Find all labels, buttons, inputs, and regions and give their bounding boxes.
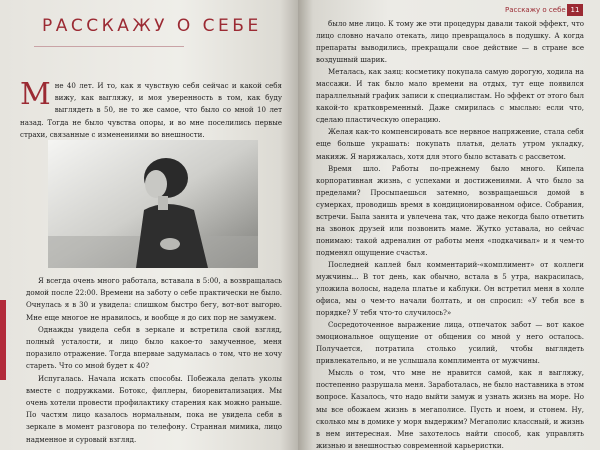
paragraph: Однажды увидела себя в зеркале и встретила свой взгляд, полный усталости, и лицо было какое-то замученное, меня поразило отражение. Тогда впервые задумалась о том, что не хочу стареть. Что со мной будет к 40? xyxy=(26,324,282,371)
intro-text: не 40 лет. И то, как я чувствую себя сейчас и какой себя вижу, как выгляжу, и моя уверенность в том, как буду выглядеть в 50, не то же самое, что было со мной 10 лет назад. Тогда не было чувства опоры, и во мне поселились первые страхи, связанные с изменениями во внешности. xyxy=(20,81,282,139)
paragraph: Испугалась. Начала искать способы. Побежала делать уколы вместе с подружками. Ботокс, филлеры, биоревитализация. Мы очень хотели провести профилактику старения как можно раньше. По частям лицо казалось нормальным, пока не увидела себя в зеркале в момент разговора по телефону. Странная мимика, лицо надменное и суровый взгляд. xyxy=(26,373,282,444)
paragraph: Время шло. Работы по-прежнему было много. Кипела корпоративная жизнь, с успехами и достижениями. А что было за пределами? Просыпаешься затемно, возвращаешься домой в сумерках, проводишь время в кондиционированном офисе. Собрания, встречи. Была занята и увлечена так, что даже некогда было ответить на звонок друзей или позвонить маме. Жутко уставала, но сейчас понимаю: такой адреналин от работы меня «подкачивал» и я чем-то подменял ощущение счастья. xyxy=(316,163,584,257)
paragraph: было мне лицо. К тому же эти процедуры давали такой эффект, что лицо словно начало отекать, лицо превращалось в подушку. А когда препараты выводились, прекращали свое действие — в стране все воздушный шарик. xyxy=(316,19,584,65)
paragraph: Мысль о том, что мне не нравится самой, как я выгляжу, постепенно разрушала меня. Заработалась, не было наставника в этом вопросе. Казалось, что надо выйти замуж и узнать жизнь на море. Но мы все обожаем жизнь в мегаполисе. Пусть и ноем, и стонем. Ну, сколько мы в домике у моря выдержим? Мегаполис классный, и жизнь в нем интересная. Мне захотелось найти способ, как управлять жизнью и внешностью современной карьеристки. xyxy=(316,368,585,450)
paragraph: Сосредоточенное выражение лица, отпечаток забот — вот какое эмоциональное ощущение от общения со мной у него осталось. Получается, потратила столько усилий, чтобы выглядеть привлекательно, и не услышала комплимента от мужчины. xyxy=(316,320,584,366)
paragraph: Последней каплей был комментарий-«комплимент» от коллеги мужчины... В тот день, как обычно, встала в 5 утра, накрасилась, уложила волосы, надела платье и каблуки. Он встретил меня в холле офиса, мы о чем-то начали болтать, и он спросил: «У тебя все в порядке? У тебя что-то случилось?» xyxy=(316,259,584,318)
chapter-title: РАССКАЖУ О СЕБЕ xyxy=(42,16,262,36)
running-head: Расскажу о себе xyxy=(505,6,566,14)
drop-cap: М xyxy=(20,77,51,112)
author-portrait-illustration xyxy=(48,140,258,268)
paragraph: Я всегда очень много работала, вставала в 5:00, а возвращалась домой после 22:00. Времени на заботу о себе практически не было. Очнулась я в 30 и увидела: слишком быстро бегу, вот-вот выгорю. Мне еще многое не нравилось, и вообще я до сих пор не замужем. xyxy=(26,276,282,322)
author-photo xyxy=(48,140,258,268)
page-number: 11 xyxy=(567,4,583,16)
paragraph: Желая как-то компенсировать все нервное напряжение, стала себя еще больше украшать: покупать платья, делать утром укладку, макияж. Я наряжалась, хотя для этого было вставать с рассветом. xyxy=(316,127,584,161)
bookmark-ribbon xyxy=(0,300,6,380)
title-divider xyxy=(34,46,184,47)
paragraph: Металась, как заяц: косметику покупала самую дорогую, ходила на массажи. И так было мало времени на отдых, тут еще появился параллельный график записи к специалистам. Но эффект от этого был какой-то кратковременный. Даже смирилась с мыслью: если что, сделаю пластическую операцию. xyxy=(316,67,584,125)
intro-paragraph xyxy=(20,77,282,141)
left-page-body xyxy=(26,275,282,446)
right-page-body xyxy=(316,18,584,450)
